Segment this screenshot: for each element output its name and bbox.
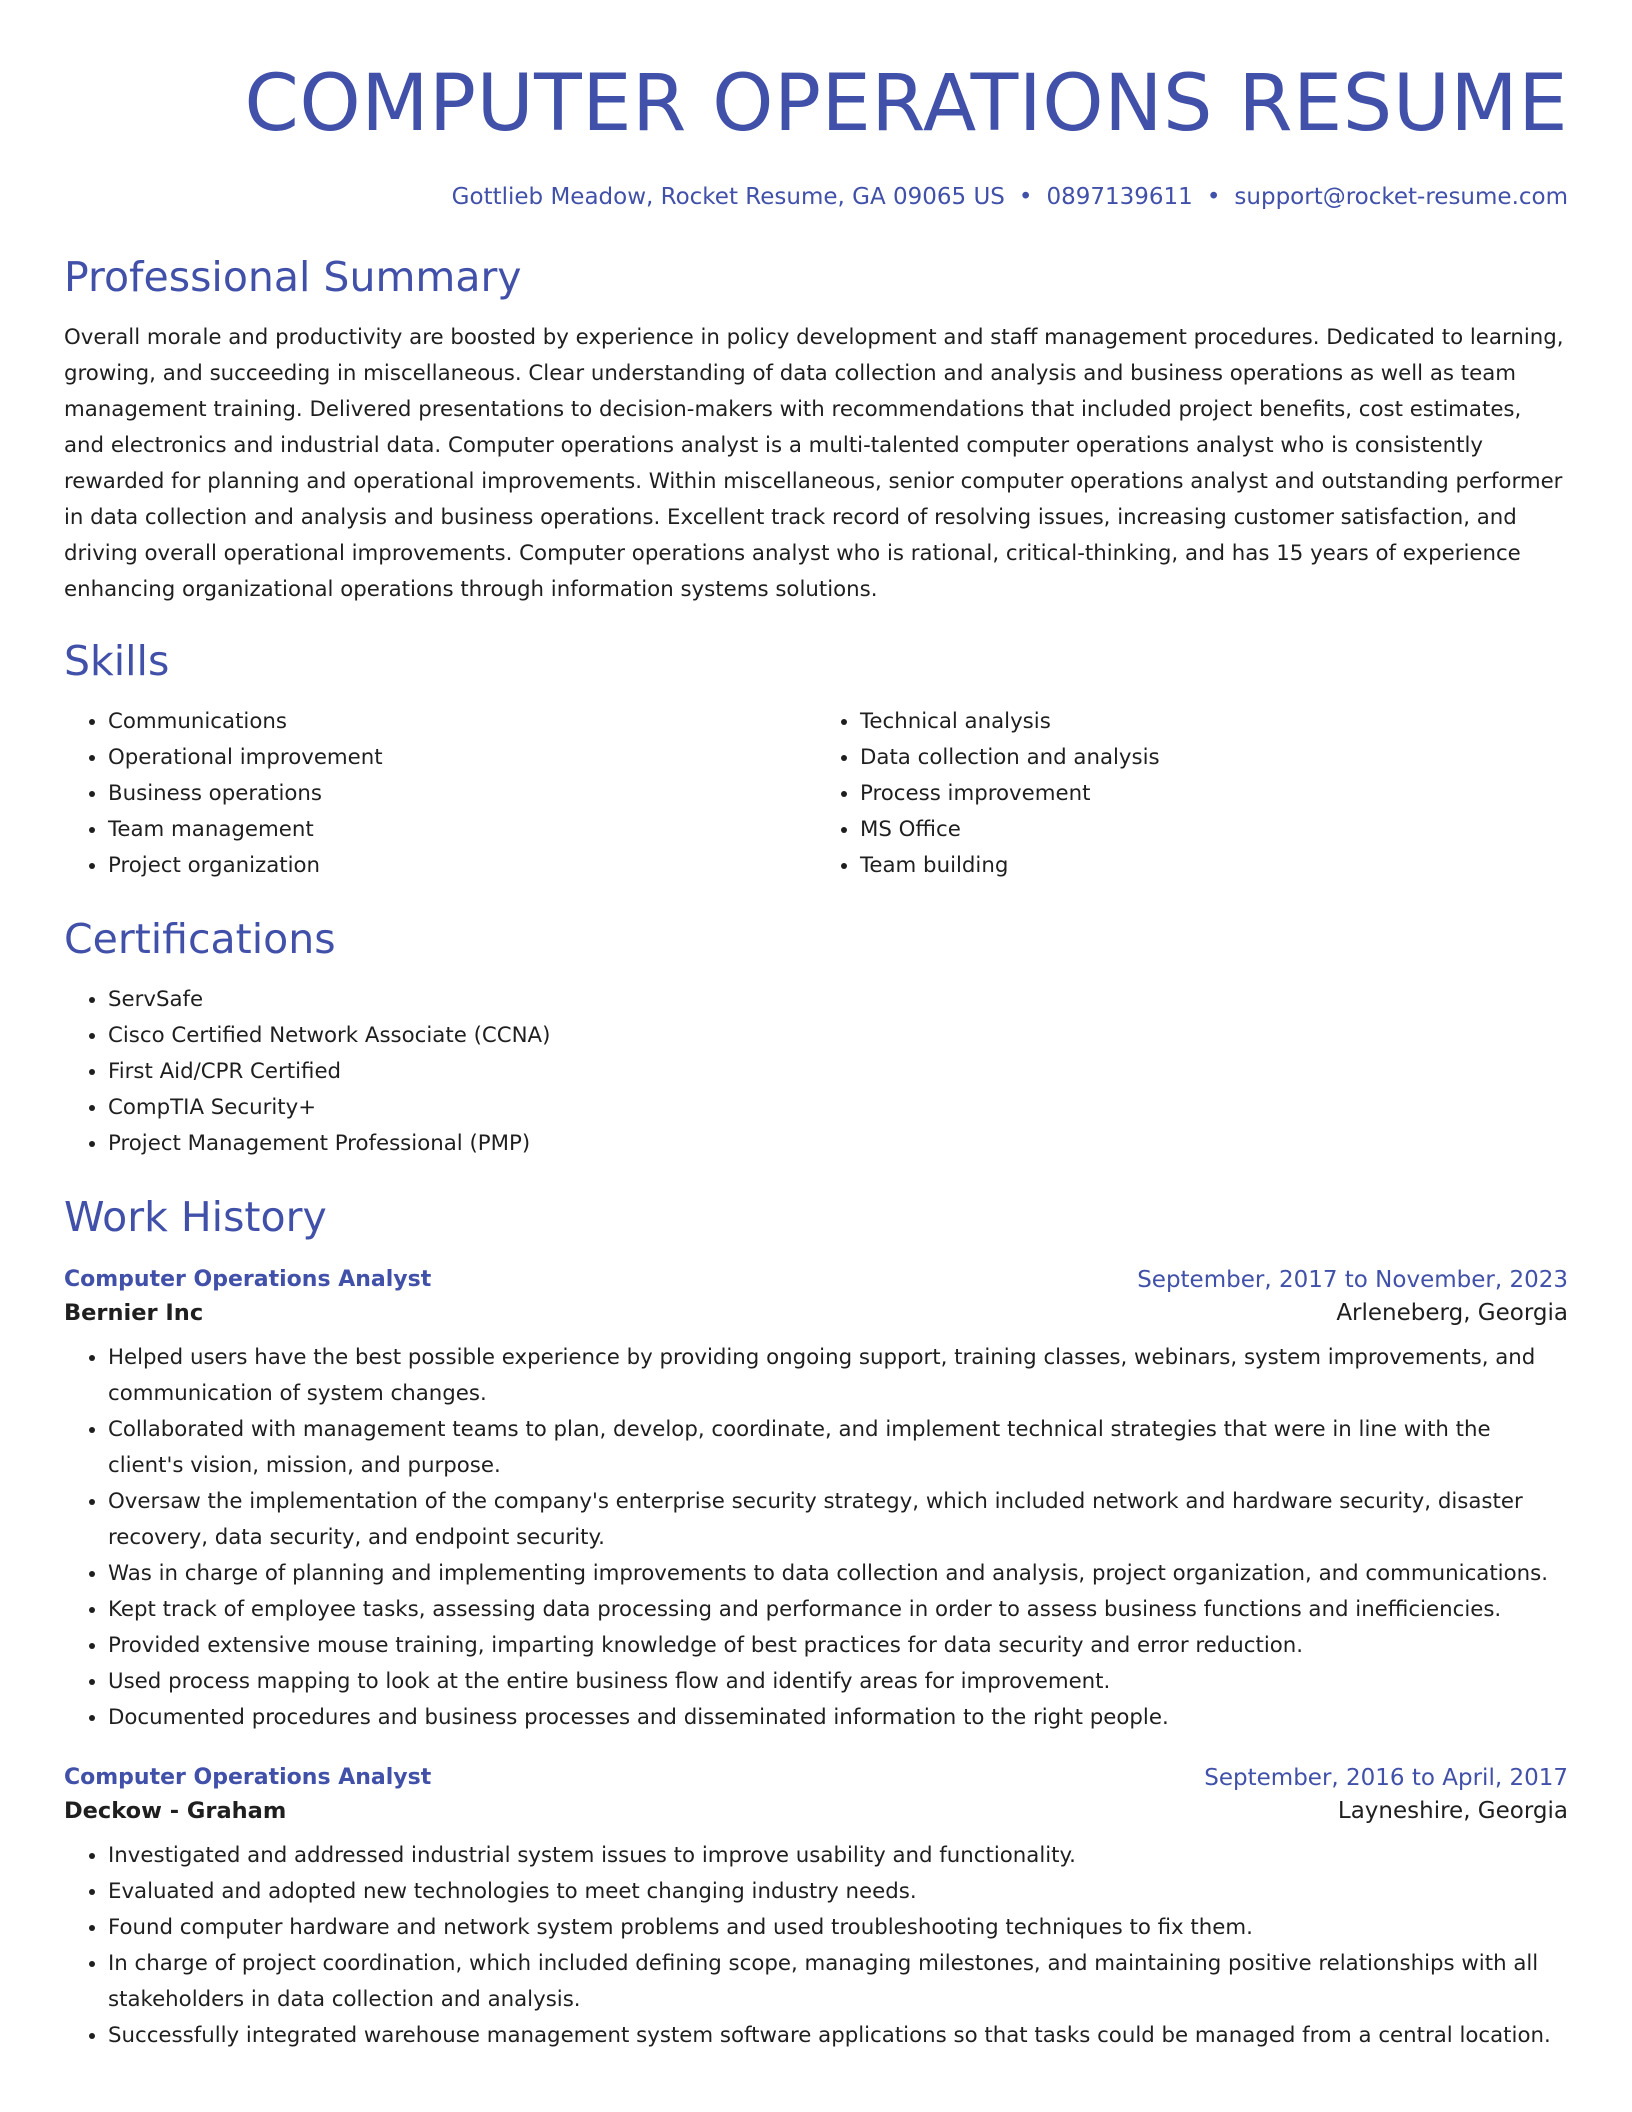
job-header [64,1762,1568,1794]
job-bullet: • Collaborated with management teams to plan, develop, coordinate, and implement technical strategies that were in line with the client's vision, mission, and purpose. [108,1412,1568,1484]
certification-item: • Cisco Certified Network Associate (CCNA) [108,1018,1568,1054]
contact-address: Gottlieb Meadow, Rocket Resume, GA 09065 US [451,184,1005,210]
summary-heading: Professional Summary [64,253,522,301]
job-bullet: • Kept track of employee tasks, assessing data processing and performance in order to assess business functions and inefficiencies. [108,1592,1568,1628]
skills-list [64,704,1568,884]
certifications-list [64,982,1568,1162]
skill-item: • Operational improvement [108,740,816,776]
job-bullets [64,1340,1568,1736]
skills-heading: Skills [64,637,170,685]
job-company: Deckow - Graham [64,1798,287,1824]
skill-item: • Project organization [108,848,816,884]
contact-email: support@rocket-resume.com [1234,184,1568,210]
job-bullets [64,1838,1568,2054]
job-title: Computer Operations Analyst [64,1267,432,1292]
skill-item: • MS Office [860,812,1568,848]
certification-item: • CompTIA Security+ [108,1090,1568,1126]
skill-item: • Team management [108,812,816,848]
contact-phone: 0897139611 [1046,184,1193,210]
job-dates: September, 2016 to April, 2017 [1204,1765,1568,1791]
job-bullet: • Helped users have the best possible experience by providing ongoing support, training classes, webinars, system improvements, and communication of system changes. [108,1340,1568,1412]
job-bullet: • Oversaw the implementation of the company's enterprise security strategy, which included network and hardware security, disaster recovery, data security, and endpoint security. [108,1484,1568,1556]
job-bullet: • In charge of project coordination, which included defining scope, managing milestones, and maintaining positive relationships with all stakeholders in data collection and analysis. [108,1946,1568,2018]
job-title: Computer Operations Analyst [64,1765,432,1790]
skill-item: • Process improvement [860,776,1568,812]
skills-column-left [64,704,816,884]
job-dates: September, 2017 to November, 2023 [1137,1267,1568,1293]
job-bullet: • Investigated and addressed industrial system issues to improve usability and functionality. [108,1838,1568,1874]
job-bullet: • Was in charge of planning and implementing improvements to data collection and analysis, project organization, and communications. [108,1556,1568,1592]
job-subheader [64,1794,1568,1828]
job-location: Arleneberg, Georgia [1336,1300,1568,1326]
job-bullet: • Evaluated and adopted new technologies to meet changing industry needs. [108,1874,1568,1910]
skill-item: • Communications [108,704,816,740]
skill-item: • Business operations [108,776,816,812]
certification-item: • Project Management Professional (PMP) [108,1126,1568,1162]
job-bullet: • Used process mapping to look at the entire business flow and identify areas for improvement. [108,1664,1568,1700]
job-bullet: • Found computer hardware and network system problems and used troubleshooting techniques to fix them. [108,1910,1568,1946]
skill-item: • Data collection and analysis [860,740,1568,776]
job-bullet: • Successfully integrated warehouse management system software applications so that tasks could be managed from a central location. [108,2018,1568,2054]
job-header [64,1264,1568,1296]
work-history-heading: Work History [64,1193,327,1241]
job-subheader [64,1296,1568,1330]
separator-dot: • [1206,184,1221,210]
skills-column-right [816,704,1568,884]
separator-dot: • [1018,184,1033,210]
skill-item: • Team building [860,848,1568,884]
job-company: Bernier Inc [64,1300,204,1326]
job-entry [64,1762,1568,2054]
contact-line [64,182,1568,212]
job-bullet: • Provided extensive mouse training, imparting knowledge of best practices for data security and error reduction. [108,1628,1568,1664]
certification-item: • First Aid/CPR Certified [108,1054,1568,1090]
certification-item: • ServSafe [108,982,1568,1018]
job-entry [64,1264,1568,1736]
resume-title: COMPUTER OPERATIONS RESUME [244,59,1568,149]
certifications-heading: Certifications [64,915,336,963]
job-location: Layneshire, Georgia [1337,1798,1568,1824]
skill-item: • Technical analysis [860,704,1568,740]
summary-text: Overall morale and productivity are boosted by experience in policy development and staff management procedures. Dedicated to learning, growing, and succeeding in miscellaneous. Clear understanding of data collection and analysis and business operations as well as team management training. Delivered presentations to decision-makers with recommendations that included project benefits, cost estimates, and electronics and industrial data. Computer operations analyst is a multi-talented computer operations analyst who is consistently rewarded for planning and operational improvements. Within miscellaneous, senior computer operations analyst and outstanding performer in data collection and analysis and business operations. Excellent track record of resolving issues, increasing customer satisfaction, and driving overall operational improvements. Computer operations analyst who is rational, critical-thinking, and has 15 years of experience enhancing organizational operations through information systems solutions. [64,325,1564,602]
job-bullet: • Documented procedures and business processes and disseminated information to the right people. [108,1700,1568,1736]
